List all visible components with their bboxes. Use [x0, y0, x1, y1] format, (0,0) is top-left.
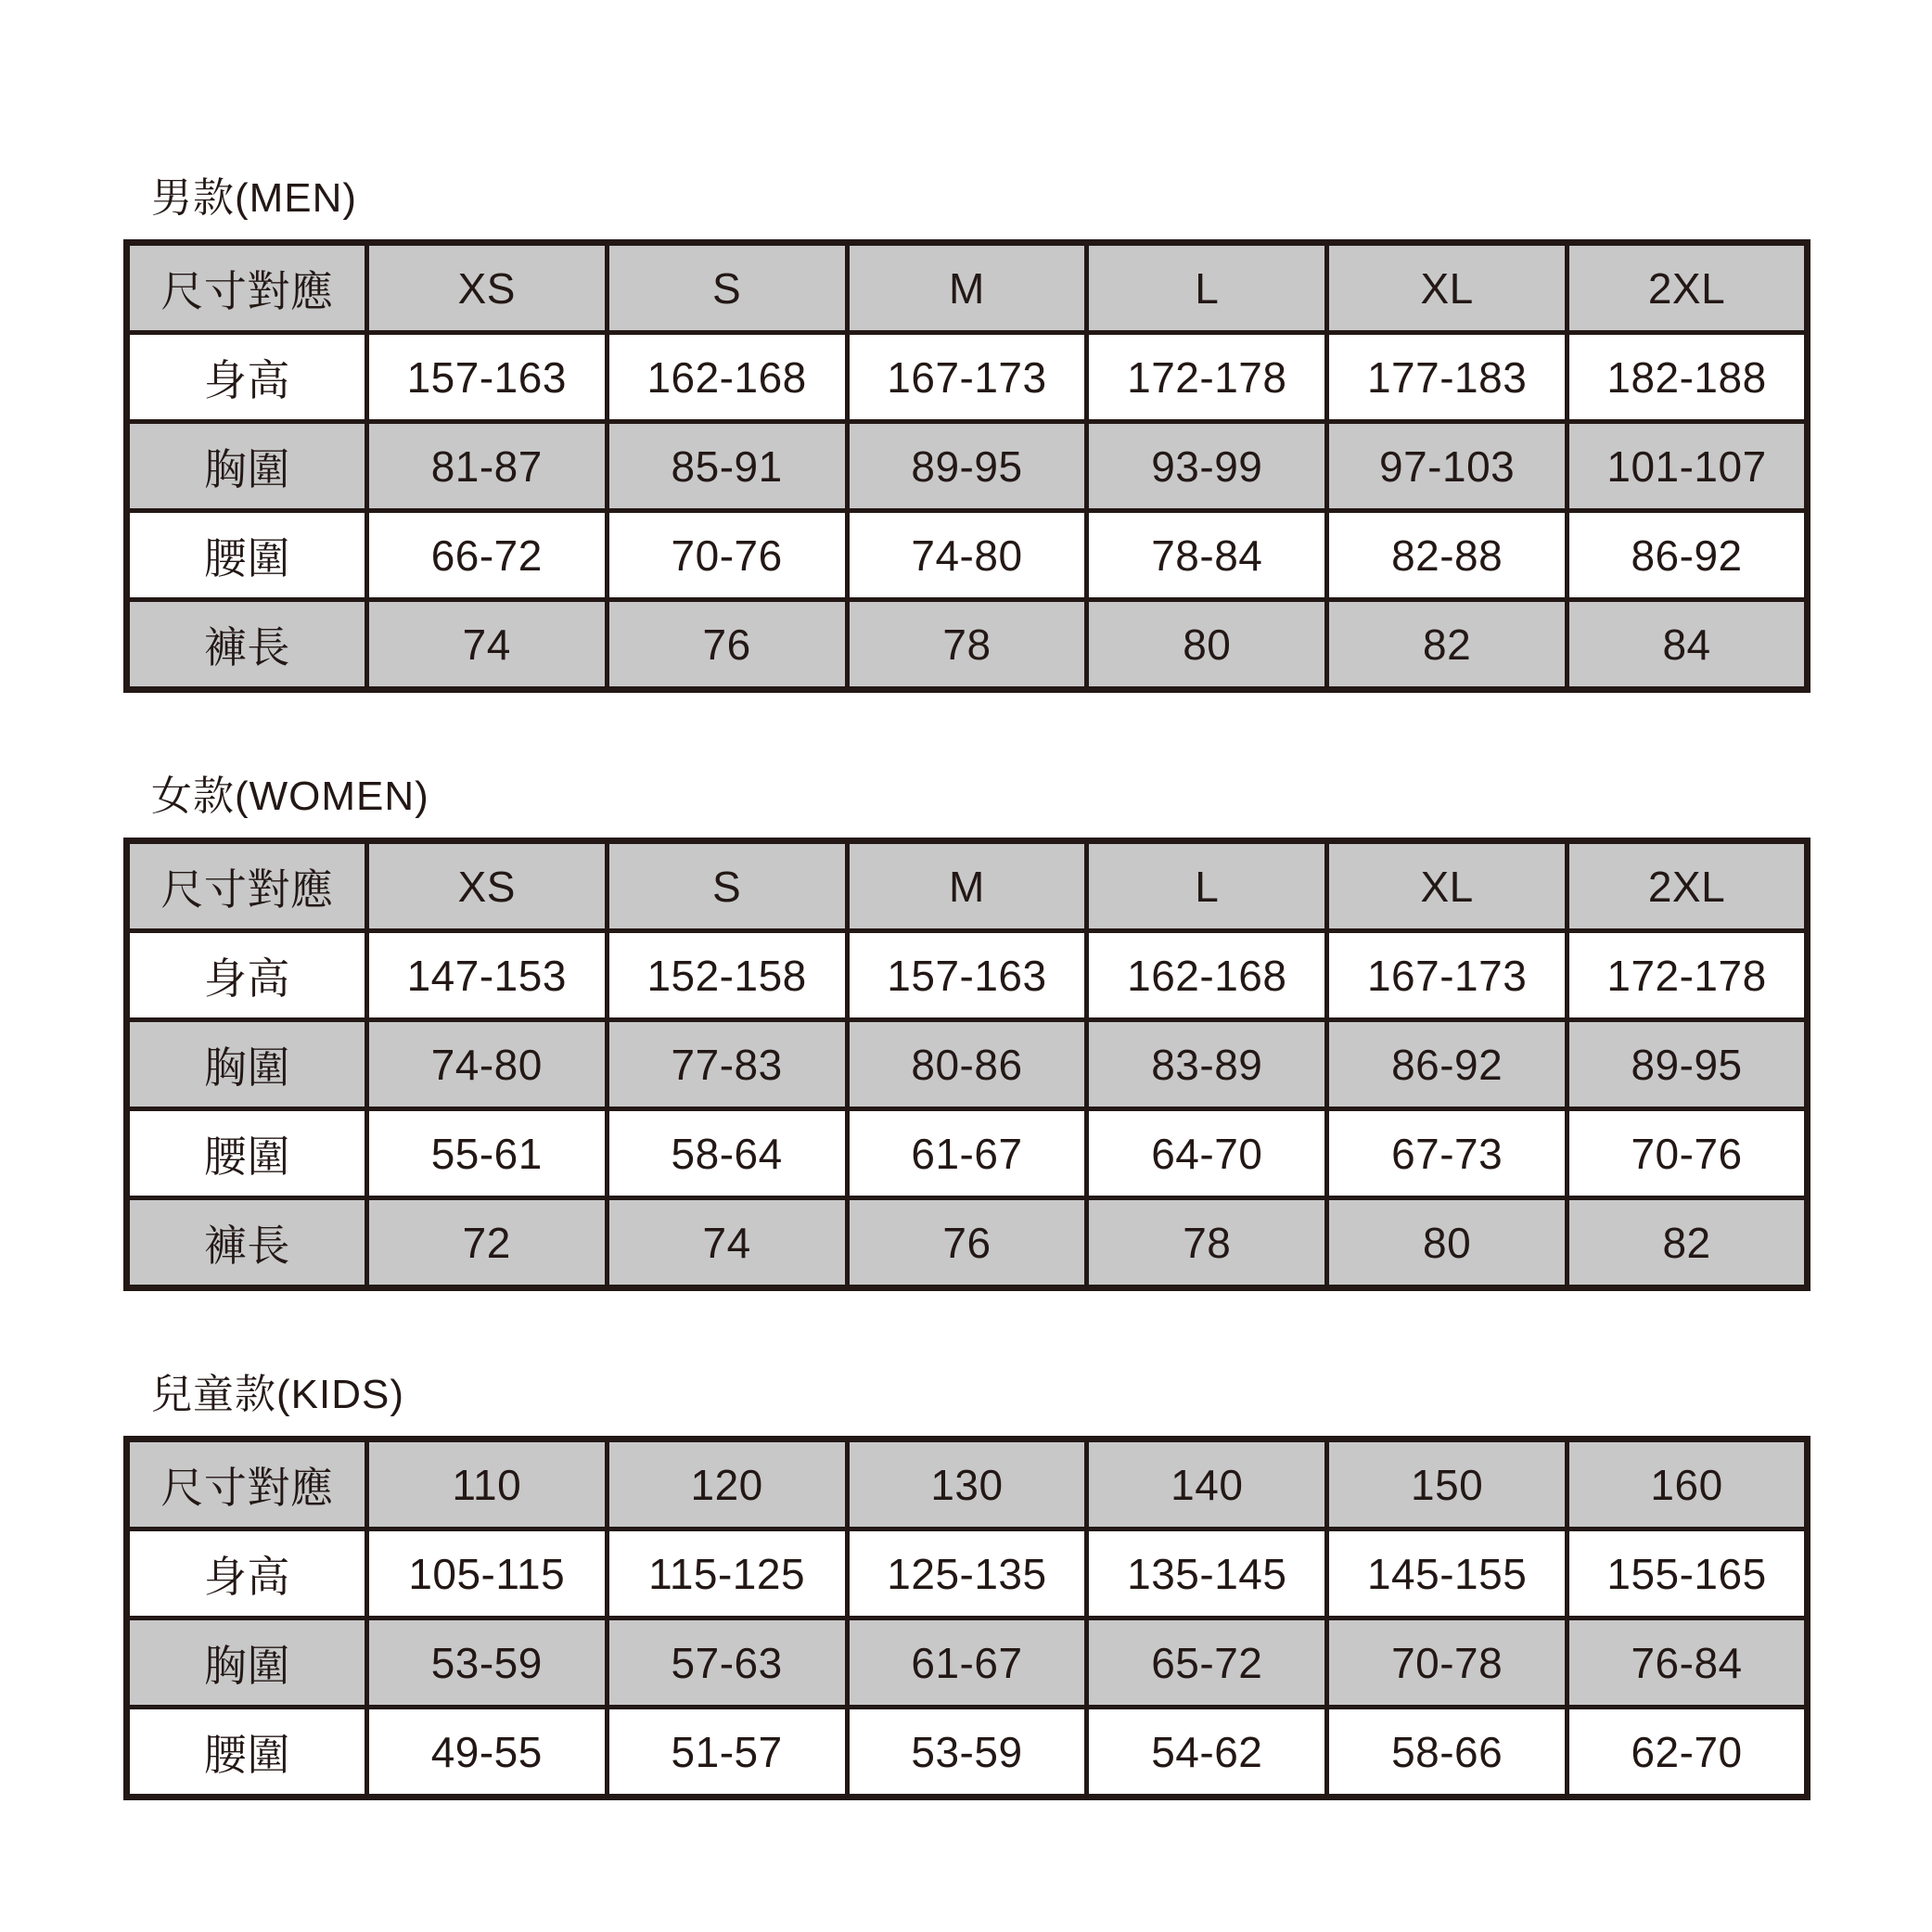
value-cell: 70-78 [1327, 1619, 1567, 1708]
value-cell: 72 [366, 1198, 607, 1288]
header-cell: 120 [607, 1439, 847, 1529]
value-cell: 67-73 [1327, 1109, 1567, 1198]
value-cell: 86-92 [1327, 1020, 1567, 1109]
value-cell: 58-64 [607, 1109, 847, 1198]
value-cell: 77-83 [607, 1020, 847, 1109]
header-cell: 140 [1087, 1439, 1327, 1529]
header-label-cell: 尺寸對應 [127, 841, 367, 931]
row-label-cell: 胸圍 [127, 1619, 367, 1708]
row-label-cell: 腰圍 [127, 1708, 367, 1798]
value-cell: 167-173 [847, 333, 1087, 422]
value-cell: 53-59 [847, 1708, 1087, 1798]
value-cell: 135-145 [1087, 1529, 1327, 1619]
value-cell: 80 [1087, 600, 1327, 690]
kids-table-title: 兒童款(KIDS) [151, 1372, 404, 1417]
section-women [123, 774, 1810, 1291]
header-cell: 2XL [1567, 243, 1808, 333]
value-cell: 74 [607, 1198, 847, 1288]
value-cell: 76 [847, 1198, 1087, 1288]
row-label-cell: 身高 [127, 1529, 367, 1619]
row-label-cell: 腰圍 [127, 1109, 367, 1198]
table-row [127, 1020, 1808, 1109]
value-cell: 115-125 [607, 1529, 847, 1619]
value-cell: 61-67 [847, 1619, 1087, 1708]
value-cell: 81-87 [366, 422, 607, 511]
value-cell: 157-163 [366, 333, 607, 422]
value-cell: 125-135 [847, 1529, 1087, 1619]
header-cell: 150 [1327, 1439, 1567, 1529]
header-row [127, 1439, 1808, 1529]
value-cell: 78 [847, 600, 1087, 690]
row-label-cell: 胸圍 [127, 422, 367, 511]
header-cell: M [847, 841, 1087, 931]
value-cell: 147-153 [366, 931, 607, 1020]
section-kids [123, 1373, 1810, 1800]
header-cell: 110 [366, 1439, 607, 1529]
value-cell: 162-168 [1087, 931, 1327, 1020]
row-label-cell: 胸圍 [127, 1020, 367, 1109]
header-label-cell: 尺寸對應 [127, 243, 367, 333]
value-cell: 177-183 [1327, 333, 1567, 422]
header-cell: 2XL [1567, 841, 1808, 931]
value-cell: 65-72 [1087, 1619, 1327, 1708]
value-cell: 162-168 [607, 333, 847, 422]
men-table-title: 男款(MEN) [151, 175, 358, 221]
value-cell: 76-84 [1567, 1619, 1808, 1708]
value-cell: 105-115 [366, 1529, 607, 1619]
value-cell: 76 [607, 600, 847, 690]
table-row [127, 1198, 1808, 1288]
value-cell: 66-72 [366, 511, 607, 600]
header-cell: L [1087, 243, 1327, 333]
header-cell: XL [1327, 243, 1567, 333]
value-cell: 78 [1087, 1198, 1327, 1288]
table-row [127, 333, 1808, 422]
value-cell: 85-91 [607, 422, 847, 511]
header-cell: 130 [847, 1439, 1087, 1529]
women-table-title: 女款(WOMEN) [151, 774, 429, 819]
value-cell: 172-178 [1087, 333, 1327, 422]
row-label-cell: 褲長 [127, 1198, 367, 1288]
kids-size-table [123, 1436, 1810, 1800]
value-cell: 84 [1567, 600, 1808, 690]
value-cell: 74 [366, 600, 607, 690]
value-cell: 89-95 [847, 422, 1087, 511]
value-cell: 182-188 [1567, 333, 1808, 422]
table-row [127, 600, 1808, 690]
value-cell: 86-92 [1567, 511, 1808, 600]
value-cell: 80-86 [847, 1020, 1087, 1109]
value-cell: 62-70 [1567, 1708, 1808, 1798]
table-row [127, 1109, 1808, 1198]
header-cell: XS [366, 243, 607, 333]
value-cell: 53-59 [366, 1619, 607, 1708]
value-cell: 57-63 [607, 1619, 847, 1708]
value-cell: 64-70 [1087, 1109, 1327, 1198]
value-cell: 172-178 [1567, 931, 1808, 1020]
header-cell: S [607, 841, 847, 931]
section-men [123, 176, 1810, 693]
header-cell: S [607, 243, 847, 333]
table-row [127, 1708, 1808, 1798]
value-cell: 74-80 [366, 1020, 607, 1109]
row-label-cell: 身高 [127, 333, 367, 422]
value-cell: 55-61 [366, 1109, 607, 1198]
value-cell: 70-76 [1567, 1109, 1808, 1198]
value-cell: 82 [1567, 1198, 1808, 1288]
value-cell: 80 [1327, 1198, 1567, 1288]
value-cell: 49-55 [366, 1708, 607, 1798]
header-row [127, 243, 1808, 333]
header-cell: XS [366, 841, 607, 931]
value-cell: 78-84 [1087, 511, 1327, 600]
value-cell: 93-99 [1087, 422, 1327, 511]
row-label-cell: 腰圍 [127, 511, 367, 600]
table-row [127, 1619, 1808, 1708]
value-cell: 152-158 [607, 931, 847, 1020]
value-cell: 145-155 [1327, 1529, 1567, 1619]
table-row [127, 931, 1808, 1020]
value-cell: 82 [1327, 600, 1567, 690]
value-cell: 51-57 [607, 1708, 847, 1798]
women-size-table [123, 838, 1810, 1291]
header-label-cell: 尺寸對應 [127, 1439, 367, 1529]
value-cell: 74-80 [847, 511, 1087, 600]
value-cell: 155-165 [1567, 1529, 1808, 1619]
value-cell: 167-173 [1327, 931, 1567, 1020]
value-cell: 82-88 [1327, 511, 1567, 600]
value-cell: 58-66 [1327, 1708, 1567, 1798]
value-cell: 101-107 [1567, 422, 1808, 511]
value-cell: 70-76 [607, 511, 847, 600]
row-label-cell: 身高 [127, 931, 367, 1020]
value-cell: 61-67 [847, 1109, 1087, 1198]
value-cell: 97-103 [1327, 422, 1567, 511]
value-cell: 54-62 [1087, 1708, 1327, 1798]
header-row [127, 841, 1808, 931]
table-row [127, 422, 1808, 511]
table-row [127, 1529, 1808, 1619]
header-cell: 160 [1567, 1439, 1808, 1529]
men-size-table [123, 239, 1810, 693]
header-cell: M [847, 243, 1087, 333]
header-cell: L [1087, 841, 1327, 931]
table-row [127, 511, 1808, 600]
value-cell: 83-89 [1087, 1020, 1327, 1109]
header-cell: XL [1327, 841, 1567, 931]
value-cell: 89-95 [1567, 1020, 1808, 1109]
row-label-cell: 褲長 [127, 600, 367, 690]
value-cell: 157-163 [847, 931, 1087, 1020]
